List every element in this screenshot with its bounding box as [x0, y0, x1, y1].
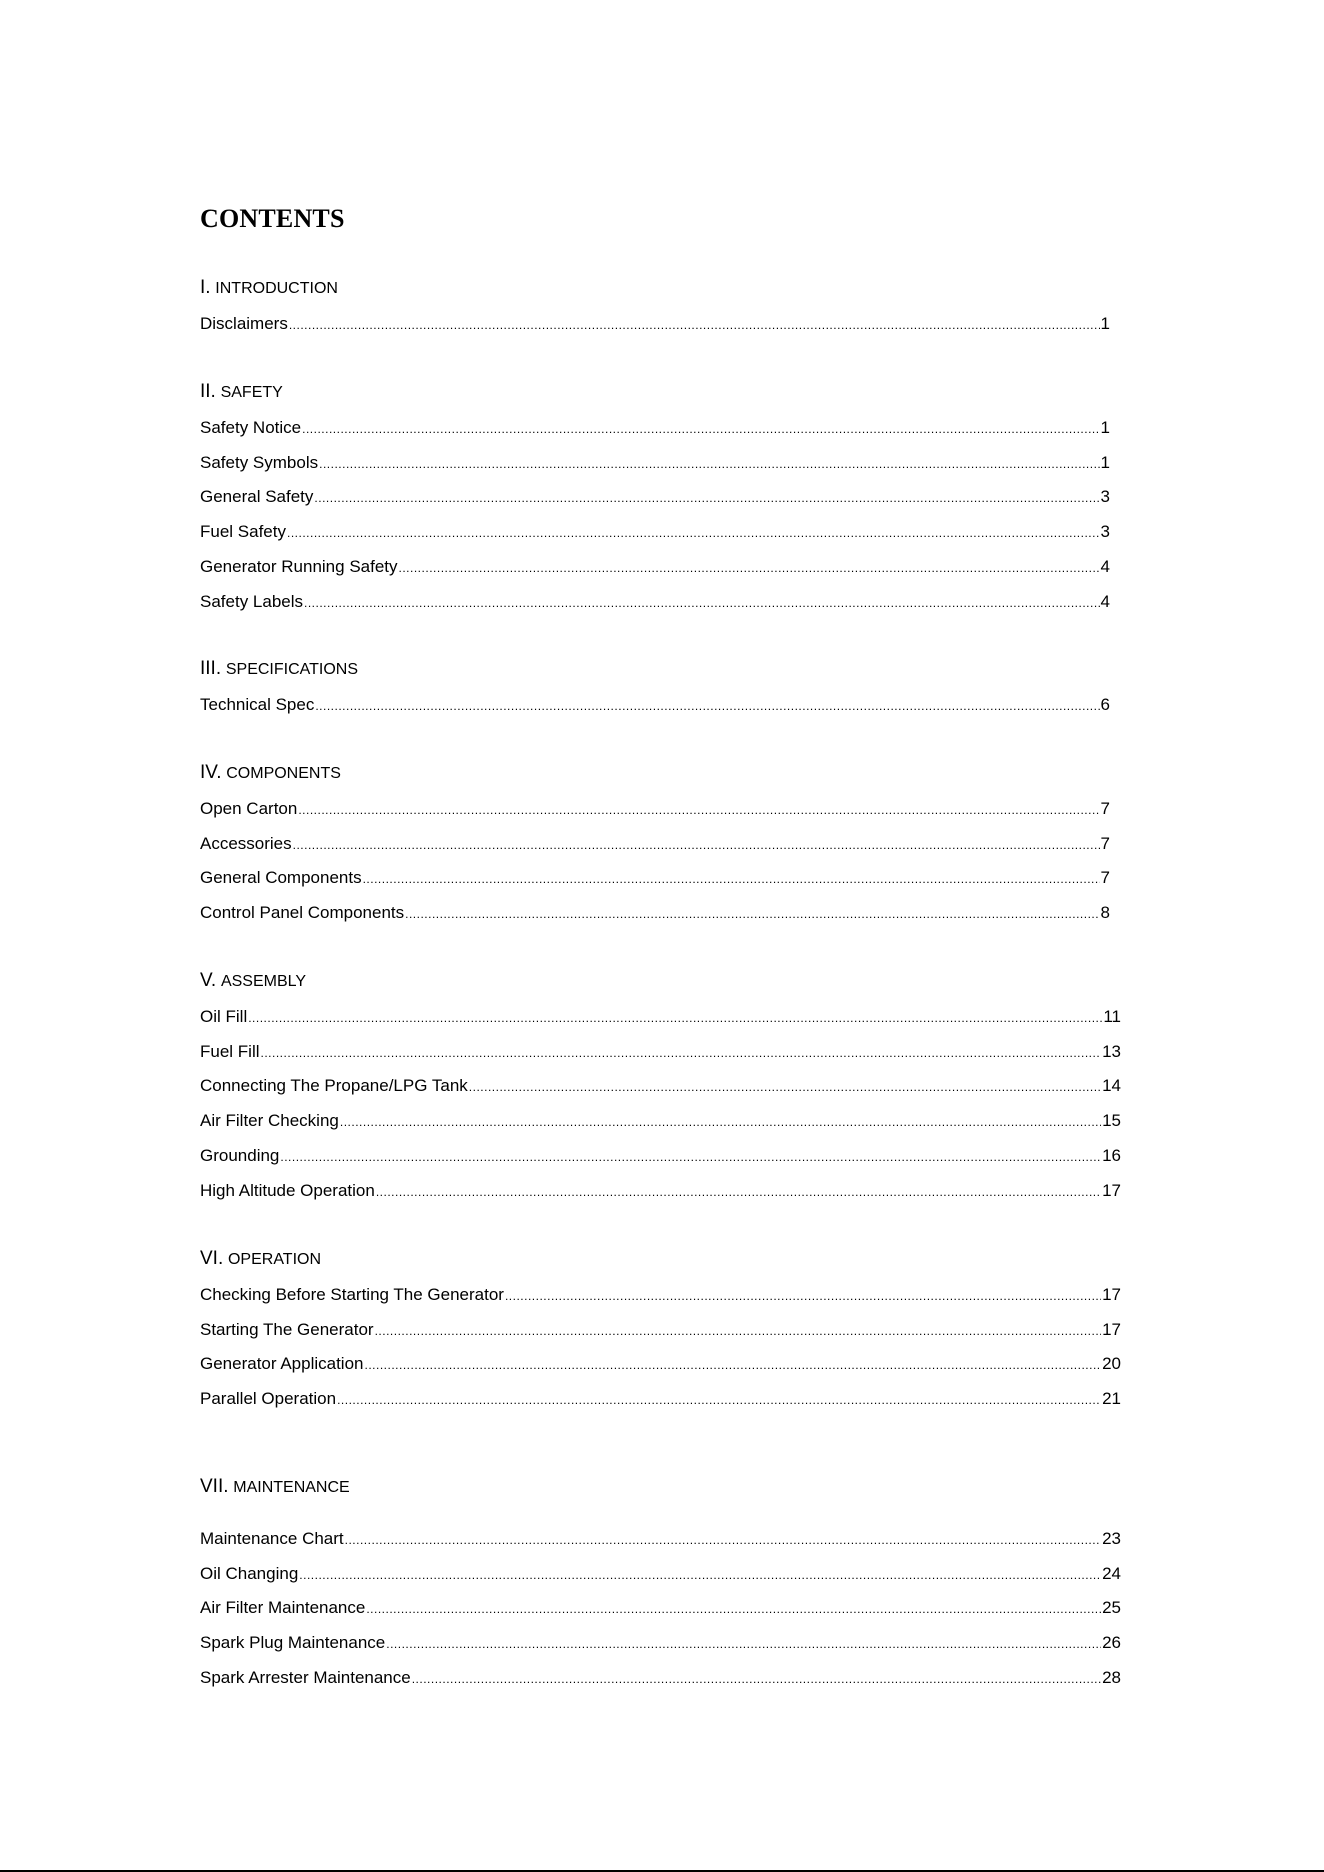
toc-page-number: 23: [1102, 1529, 1121, 1548]
toc-entry[interactable]: [200, 1632, 1121, 1654]
toc-entry[interactable]: [200, 1388, 1121, 1410]
toc-dot-leader: [337, 1389, 1101, 1411]
toc-dot-leader: [319, 453, 1099, 475]
toc-dot-leader: [340, 1111, 1101, 1133]
toc-page-number: 7: [1100, 833, 1110, 853]
toc-page-number: 17: [1102, 1285, 1121, 1304]
toc-dot-leader: [399, 557, 1100, 579]
toc-entry[interactable]: [200, 1353, 1121, 1375]
toc-page-number: 17: [1102, 1180, 1121, 1200]
toc-dot-leader: [505, 1285, 1101, 1307]
toc-page-number: 14: [1102, 1076, 1121, 1096]
toc-entry-label: Fuel Fill: [200, 1041, 260, 1061]
toc-dot-leader: [469, 1076, 1101, 1098]
toc-entry-label: Spark Plug Maintenance: [200, 1633, 386, 1653]
toc-dot-leader: [248, 1007, 1102, 1029]
toc-entry-label: Starting The Generator: [200, 1319, 374, 1339]
toc-entry[interactable]: [200, 1528, 1121, 1550]
toc-entry[interactable]: [200, 452, 1110, 474]
toc-entry[interactable]: [200, 902, 1110, 924]
section-heading: [200, 381, 900, 404]
toc-entry-label: Checking Before Starting The Generator: [200, 1285, 504, 1304]
toc-entry-label: General Components: [200, 868, 362, 888]
toc-dot-leader: [261, 1042, 1102, 1064]
toc-page-number: 21: [1102, 1389, 1121, 1409]
toc-page-number: 3: [1100, 522, 1110, 542]
toc-entry[interactable]: [200, 694, 1110, 716]
toc-entry-label: Oil Fill: [200, 1007, 248, 1026]
toc-entry[interactable]: [200, 1667, 1121, 1689]
toc-dot-leader: [315, 695, 1099, 717]
toc-page-number: 16: [1102, 1145, 1121, 1165]
toc-entry-label: Safety Symbols: [200, 452, 319, 472]
section-name: ASSEMBLY: [220, 973, 307, 990]
toc-entry-label: Control Panel Components: [200, 903, 405, 923]
section-heading: [200, 1248, 900, 1271]
toc-page-number: 1: [1100, 314, 1110, 333]
toc-page-number: 8: [1100, 903, 1110, 923]
toc-dot-leader: [366, 1598, 1101, 1620]
toc-entry-label: Air Filter Checking: [200, 1111, 339, 1131]
toc-entry[interactable]: [200, 1075, 1121, 1097]
toc-entry[interactable]: [200, 486, 1110, 508]
toc-entry-label: Generator Application: [200, 1354, 364, 1374]
toc-entry-label: High Altitude Operation: [200, 1180, 375, 1200]
toc-page-number: 11: [1103, 1007, 1121, 1026]
toc-entry-label: Safety Notice: [200, 418, 302, 437]
toc-entry-label: Safety Labels: [200, 591, 304, 611]
toc-page-number: 1: [1100, 418, 1110, 437]
toc-entry[interactable]: [200, 1563, 1121, 1585]
toc-entry-label: Grounding: [200, 1145, 280, 1165]
toc-dot-leader: [345, 1529, 1101, 1551]
toc-entry-label: Open Carton: [200, 799, 298, 818]
toc-entry-label: Fuel Safety: [200, 522, 286, 542]
toc-entry[interactable]: [200, 1006, 1121, 1028]
toc-page-number: 1: [1100, 452, 1110, 472]
toc-dot-leader: [363, 868, 1100, 890]
toc-dot-leader: [405, 903, 1099, 925]
toc-page-number: 20: [1102, 1354, 1121, 1374]
toc-page-number: 25: [1102, 1598, 1121, 1618]
toc-entry[interactable]: [200, 521, 1110, 543]
toc-page-number: 24: [1102, 1563, 1121, 1583]
toc-entry-label: Technical Spec: [200, 695, 315, 714]
toc-entry[interactable]: [200, 556, 1110, 578]
section-heading: [200, 658, 900, 681]
toc-page-number: 4: [1100, 556, 1110, 576]
toc-dot-leader: [412, 1668, 1101, 1690]
toc-entry-label: Connecting The Propane/LPG Tank: [200, 1076, 468, 1096]
toc-page-number: 26: [1102, 1633, 1121, 1653]
toc-entry[interactable]: [200, 1041, 1121, 1063]
toc-entry[interactable]: [200, 591, 1110, 613]
toc-entry[interactable]: [200, 867, 1110, 889]
toc-page-number: 15: [1102, 1111, 1121, 1131]
section-numeral: VII.: [200, 1476, 229, 1497]
toc-entry-label: Spark Arrester Maintenance: [200, 1667, 411, 1687]
toc-dot-leader: [298, 799, 1099, 821]
page-title: CONTENTS: [200, 204, 345, 233]
toc-entry-label: Maintenance Chart: [200, 1529, 344, 1548]
section-numeral: IV.: [200, 762, 222, 783]
toc-dot-leader: [375, 1320, 1102, 1342]
toc-dot-leader: [293, 834, 1100, 856]
toc-page-number: 17: [1102, 1319, 1121, 1339]
toc-dot-leader: [304, 592, 1100, 614]
toc-dot-leader: [299, 1564, 1101, 1586]
toc-entry[interactable]: [200, 1319, 1121, 1341]
toc-page-number: 7: [1100, 868, 1110, 888]
toc-dot-leader: [314, 487, 1099, 509]
toc-page-number: 3: [1100, 487, 1110, 507]
toc-entry[interactable]: [200, 313, 1110, 335]
section-numeral: III.: [200, 658, 222, 679]
section-numeral: I.: [200, 277, 211, 298]
section-heading: [200, 277, 900, 300]
toc-page-number: 13: [1102, 1041, 1121, 1061]
toc-page-number: 7: [1100, 799, 1110, 818]
toc-dot-leader: [289, 314, 1100, 336]
section-numeral: V.: [200, 970, 217, 991]
toc-entry[interactable]: [200, 1145, 1121, 1167]
toc-entry[interactable]: [200, 1110, 1121, 1132]
toc-dot-leader: [365, 1354, 1102, 1376]
toc-entry-label: Accessories: [200, 833, 292, 853]
toc-entry[interactable]: [200, 1180, 1121, 1202]
toc-entry-label: General Safety: [200, 487, 314, 507]
section-name: SPECIFICATIONS: [225, 661, 359, 678]
toc-page-number: 4: [1100, 591, 1110, 611]
section-heading: [200, 970, 900, 993]
section-name: INTRODUCTION: [215, 280, 338, 297]
toc-entry[interactable]: [200, 1597, 1121, 1619]
section-name: OPERATION: [227, 1251, 322, 1268]
toc-page-number: 6: [1100, 695, 1110, 714]
toc-entry[interactable]: [200, 833, 1110, 855]
toc-entry[interactable]: [200, 798, 1110, 820]
section-name: SAFETY: [220, 384, 283, 401]
toc-dot-leader: [287, 522, 1100, 544]
section-heading: [200, 762, 900, 785]
toc-entry[interactable]: [200, 417, 1110, 439]
toc-dot-leader: [376, 1181, 1101, 1203]
section-numeral: VI.: [200, 1248, 224, 1269]
toc-entry-label: Parallel Operation: [200, 1389, 337, 1409]
toc-page-number: 28: [1102, 1667, 1121, 1687]
toc-entry-label: Generator Running Safety: [200, 556, 398, 576]
toc-dot-leader: [302, 418, 1099, 440]
toc-dot-leader: [280, 1146, 1101, 1168]
section-name: COMPONENTS: [226, 765, 341, 782]
toc-entry-label: Oil Changing: [200, 1563, 299, 1583]
toc-entry-label: Disclaimers: [200, 314, 288, 333]
section-numeral: II.: [200, 381, 216, 402]
toc-entry-label: Air Filter Maintenance: [200, 1598, 366, 1618]
section-name: MAINTENANCE: [233, 1479, 350, 1496]
toc-entry[interactable]: [200, 1284, 1121, 1306]
toc-dot-leader: [386, 1633, 1101, 1655]
section-heading: [200, 1476, 900, 1499]
